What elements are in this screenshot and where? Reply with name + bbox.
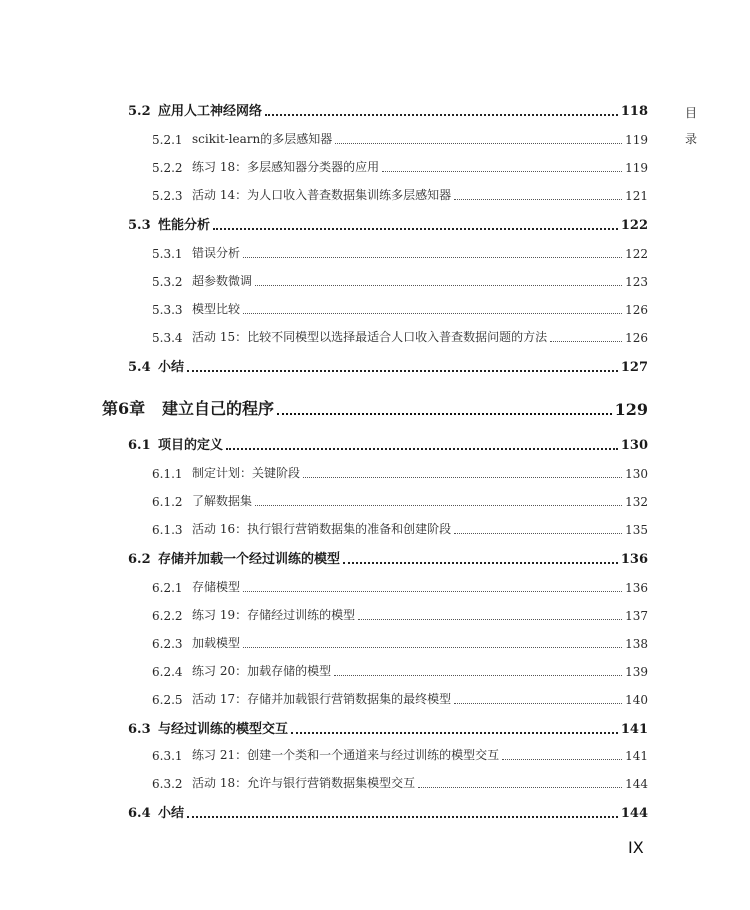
entry-page: 118 [620,104,648,119]
entry-title: 活动 16：执行银行营销数据集的准备和创建阶段 [192,522,452,536]
entry-number: 5.3.2 [152,275,183,289]
dot-leader [243,647,622,648]
dot-leader [454,199,622,200]
dot-leader [343,562,618,564]
entry-number: 6.3 [128,722,151,737]
entry-title: 活动 14：为人口收入普查数据集训练多层感知器 [192,188,452,202]
toc-subsection-entry[interactable] [152,662,648,679]
entry-number: 6.4 [128,806,151,821]
toc-subsection-entry[interactable] [152,520,648,537]
entry-page: 127 [620,360,648,375]
toc-subsection-entry[interactable] [152,690,648,707]
entry-page: 138 [625,637,648,651]
entry-number: 6.2.2 [152,609,183,623]
toc-subsection-entry[interactable] [152,328,648,345]
toc-section-entry[interactable] [128,718,648,737]
entry-page: 144 [625,777,648,791]
toc-subsection-entry[interactable] [152,300,648,317]
entry-page: 122 [620,218,648,233]
entry-page: 137 [625,609,648,623]
entry-number: 6.2.1 [152,581,183,595]
dot-leader [454,533,622,534]
entry-page: 130 [620,438,648,453]
entry-number: 6.1.1 [152,467,183,481]
dot-leader [382,171,622,172]
entry-number: 5.3 [128,218,151,233]
entry-page: 141 [625,749,648,763]
dot-leader [255,285,622,286]
entry-page: 132 [625,495,648,509]
toc-subsection-entry[interactable] [152,244,648,261]
entry-number: 6.3.1 [152,749,183,763]
entry-title: 应用人工神经网络 [158,104,263,119]
entry-number: 5.2.3 [152,189,183,203]
entry-page: 141 [620,722,648,737]
entry-number: 6.3.2 [152,777,183,791]
dot-leader [502,759,622,760]
entry-number: 6.2.4 [152,665,183,679]
entry-page: 130 [625,467,648,481]
dot-leader [303,477,622,478]
dot-leader [243,257,622,258]
entry-number: 6.1 [128,438,151,453]
dot-leader [187,816,618,818]
entry-title: 错误分析 [192,246,241,260]
toc-subsection-entry[interactable] [152,746,648,763]
entry-title: 练习 20：加载存储的模型 [192,664,332,678]
toc-section-entry[interactable] [128,214,648,233]
entry-number: 6.2.3 [152,637,183,651]
dot-leader [187,370,618,372]
dot-leader [418,787,622,788]
entry-number: 5.2 [128,104,151,119]
entry-number: 5.3.3 [152,303,183,317]
entry-title: 练习 18：多层感知器分类器的应用 [192,160,380,174]
entry-title: 练习 19：存储经过训练的模型 [192,608,356,622]
toc-subsection-entry[interactable] [152,606,648,623]
entry-title: scikit-learn的多层感知器 [192,132,333,146]
toc-section-entry[interactable] [128,434,648,453]
entry-page: 144 [620,806,648,821]
entry-page: 139 [625,665,648,679]
entry-title: 与经过训练的模型交互 [158,722,289,737]
entry-page: 126 [625,331,648,345]
entry-page: 123 [625,275,648,289]
dot-leader [454,703,622,704]
entry-title: 超参数微调 [192,274,253,288]
entry-title: 项目的定义 [158,438,224,453]
entry-page: 119 [625,161,648,175]
toc-section-entry[interactable] [128,802,648,821]
side-label-char: 目 [684,106,697,120]
entry-page: 119 [625,133,648,147]
entry-page: 135 [625,523,648,537]
toc-subsection-entry[interactable] [152,158,648,175]
chapter-number: 第6章 [102,399,146,418]
dot-leader [265,114,618,116]
toc-subsection-entry[interactable] [152,774,648,791]
entry-page: 121 [625,189,648,203]
toc-chapter-entry[interactable] [102,396,648,419]
entry-title: 模型比较 [192,302,241,316]
entry-page: 136 [625,581,648,595]
entry-title: 小结 [158,360,185,375]
entry-page: 126 [625,303,648,317]
entry-title: 活动 15：比较不同模型以选择最适合人口收入普查数据问题的方法 [192,330,548,344]
chapter-page: 129 [614,400,648,419]
entry-title: 活动 18：允许与银行营销数据集模型交互 [192,776,416,790]
entry-title: 了解数据集 [192,494,253,508]
toc-subsection-entry[interactable] [152,464,648,481]
toc-subsection-entry[interactable] [152,492,648,509]
entry-number: 5.3.1 [152,247,183,261]
entry-page: 136 [620,552,648,567]
entry-title: 存储模型 [192,580,241,594]
toc-subsection-entry[interactable] [152,272,648,289]
dot-leader [291,732,618,734]
dot-leader [277,413,612,415]
dot-leader [550,341,622,342]
dot-leader [358,619,622,620]
entry-number: 5.2.1 [152,133,183,147]
toc-section-entry[interactable] [128,100,648,119]
page-folio: IX [628,838,644,857]
entry-title: 加载模型 [192,636,241,650]
entry-title: 小结 [158,806,185,821]
dot-leader [213,228,618,230]
dot-leader [335,143,622,144]
dot-leader [255,505,622,506]
dot-leader [243,591,622,592]
entry-page: 122 [625,247,648,261]
entry-number: 6.2 [128,552,151,567]
toc-section-entry[interactable] [128,356,648,375]
entry-number: 5.4 [128,360,151,375]
toc-subsection-entry[interactable] [152,186,648,203]
dot-leader [334,675,622,676]
entry-title: 存储并加载一个经过训练的模型 [158,552,341,567]
entry-title: 制定计划：关键阶段 [192,466,301,480]
entry-number: 6.1.2 [152,495,183,509]
toc-subsection-entry[interactable] [152,578,648,595]
toc-section-entry[interactable] [128,548,648,567]
toc-subsection-entry[interactable] [152,634,648,651]
dot-leader [243,313,622,314]
toc-subsection-entry[interactable] [152,130,648,147]
entry-number: 5.2.2 [152,161,183,175]
entry-number: 6.1.3 [152,523,183,537]
side-label [684,100,698,152]
entry-title: 性能分析 [158,218,211,233]
chapter-title: 建立自己的程序 [162,399,275,418]
entry-title: 活动 17：存储并加载银行营销数据集的最终模型 [192,692,452,706]
dot-leader [226,448,618,450]
entry-number: 6.2.5 [152,693,183,707]
entry-number: 5.3.4 [152,331,183,345]
entry-title: 练习 21：创建一个类和一个通道来与经过训练的模型交互 [192,748,500,762]
entry-page: 140 [625,693,648,707]
side-label-char: 录 [684,132,697,146]
